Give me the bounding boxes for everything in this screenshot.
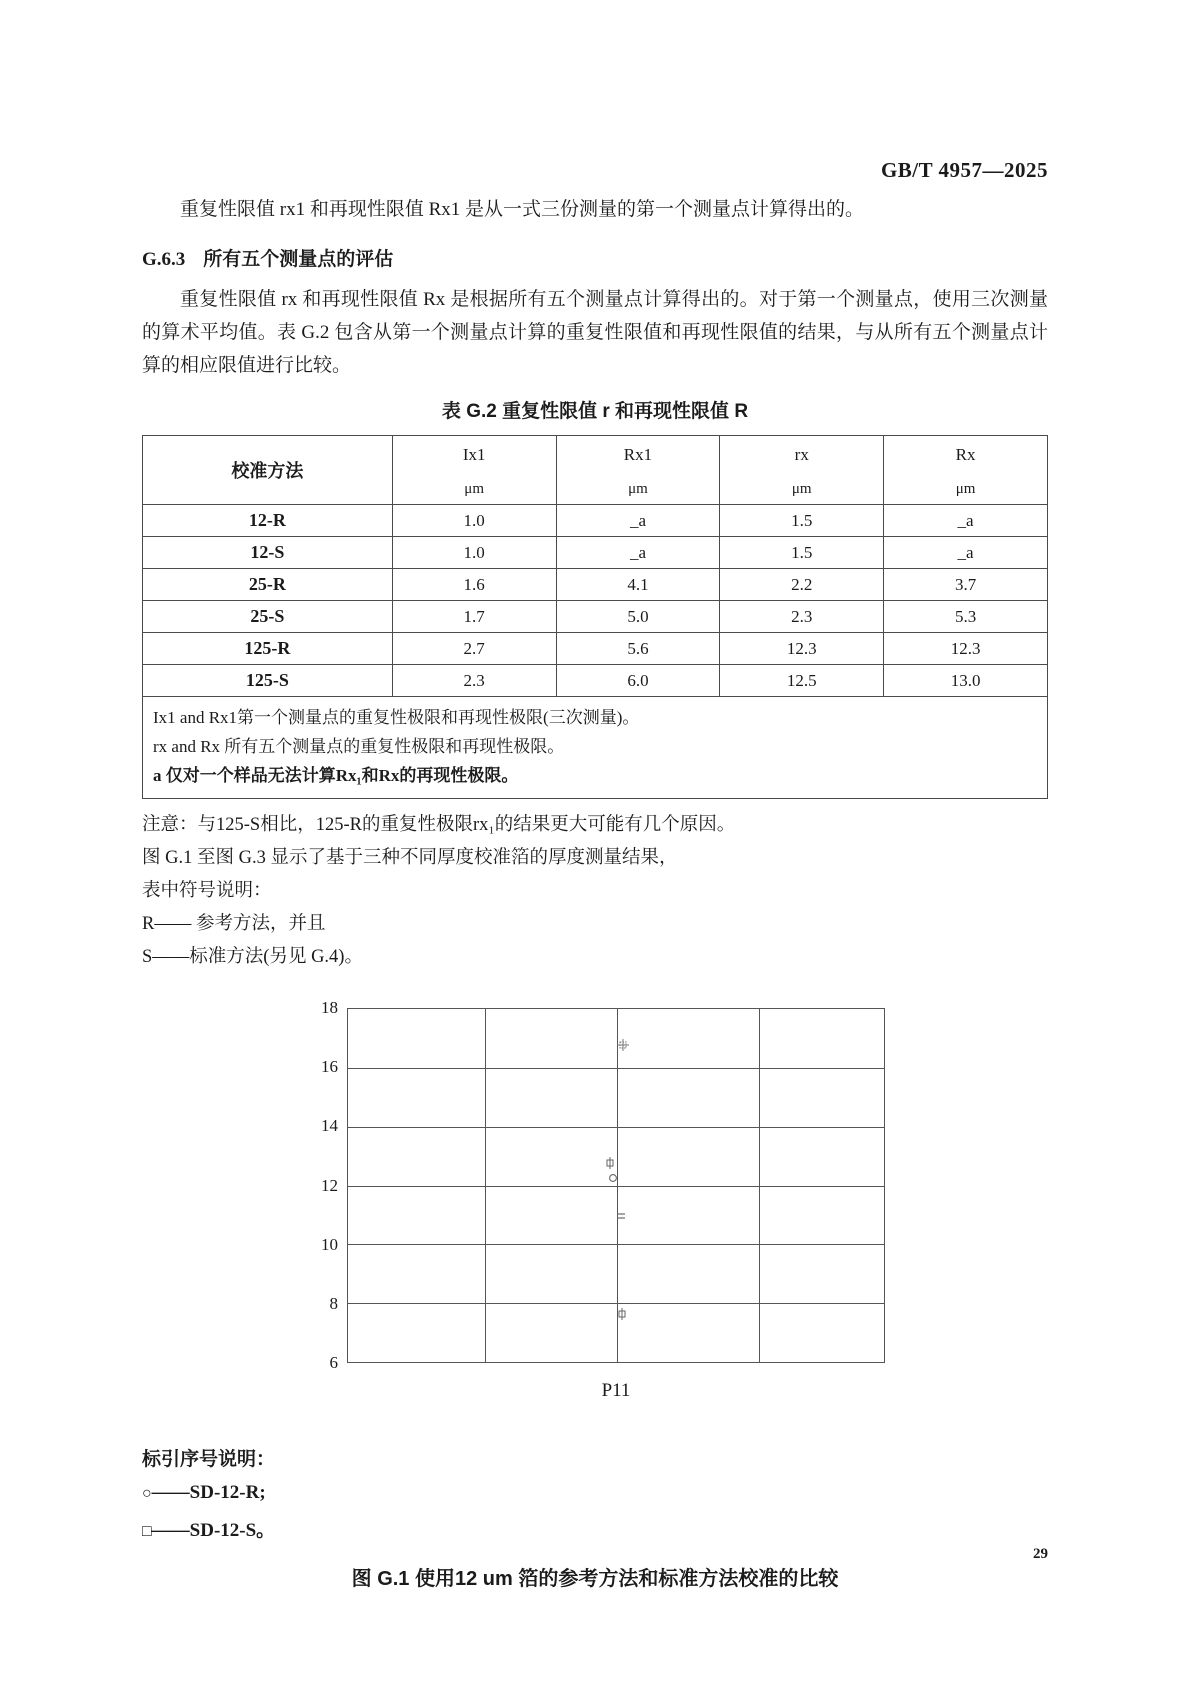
note-figures: 图 G.1 至图 G.3 显示了基于三种不同厚度校准箔的厚度测量结果， [142,848,678,868]
section-number: G.6.3 [142,249,186,270]
y-tick-10: 10 [321,1235,338,1254]
table-row [143,665,1048,697]
legend-label: SD-12-R; [189,1482,266,1503]
cell-value: _a [556,537,720,569]
row-method: 25-S [143,601,393,633]
y-tick-18: 18 [321,998,338,1017]
row-method: 12-S [143,537,393,569]
cell-value: 1.7 [392,601,556,633]
data-point-boxline [604,1156,616,1170]
cell-value: 1.6 [392,569,556,601]
legend-dash: —— [151,1482,190,1503]
square-marker-icon: □ [142,1523,152,1540]
unit-ix1: μm [392,474,556,505]
col-header-ix1: Ix1 [392,436,556,475]
data-point-equals [615,1209,627,1223]
gridline-v [759,1009,760,1362]
x-axis-label: P11 [601,1380,631,1401]
cell-value: 3.7 [884,569,1048,601]
footnote-2: rx and Rx 所有五个测量点的重复性极限和再现性极限。 [153,737,565,756]
cell-value: 1.5 [720,505,884,537]
legend-item-sd12s [142,1515,1048,1542]
data-point-circle [607,1171,619,1185]
footnote-1: Ix1 and Rx1第一个测量点的重复性极限和再现性极限(三次测量)。 [153,708,640,727]
cell-value: 12.3 [720,633,884,665]
section-heading [142,244,1048,271]
col-header-rx1: Rx1 [556,436,720,475]
cell-value: 2.3 [720,601,884,633]
y-tick-8: 8 [329,1294,338,1313]
gridline-h [348,1303,884,1304]
row-method: 125-S [143,665,393,697]
note-symbol-s: S——标准方法(另见 G.4)。 [142,947,363,967]
plot-area [347,1008,885,1363]
table-row [143,505,1048,537]
gridline-h [348,1068,884,1069]
table-footnote-row [143,697,1048,799]
gridline-v [485,1009,486,1362]
cell-value: 2.2 [720,569,884,601]
legend-label: SD-12-S。 [189,1520,276,1541]
cell-value: _a [556,505,720,537]
note-symbol-r: R—— 参考方法，并且 [142,914,326,934]
legend-dash: —— [151,1520,190,1541]
unit-rx: μm [720,474,884,505]
cell-value: 1.5 [720,537,884,569]
section-title: 所有五个测量点的评估 [203,249,394,270]
table-row [143,633,1048,665]
cell-value: 2.7 [392,633,556,665]
legend-heading: 标引序号说明： [142,1449,276,1470]
row-method: 25-R [143,569,393,601]
note-caution: 注意：与125-S相比，125-R的重复性极限rx₁的结果更大可能有几个原因。 [142,815,736,835]
figure-g1-chart [142,998,1048,1418]
gridline-h [348,1186,884,1187]
unit-rx1: μm [556,474,720,505]
cell-value: _a [884,505,1048,537]
table-row [143,601,1048,633]
paragraph-1: 重复性限值 rx1 和再现性限值 Rx1 是从一式三份测量的第一个测量点计算得出的。 [180,199,865,220]
y-tick-6: 6 [329,1353,338,1372]
col-header-rx-cap: Rx [884,436,1048,475]
figure-caption: 图 G.1 使用12 um 箔的参考方法和标准方法校准的比较 [351,1568,839,1590]
cell-value: 1.0 [392,505,556,537]
data-point-boxline [616,1307,628,1321]
table-g2 [142,435,1048,799]
cell-value: _a [884,537,1048,569]
table-header-row [143,436,1048,475]
footnote-a: a 仅对一个样品无法计算Rx₁和Rx的再现性极限。 [153,766,519,785]
row-method: 12-R [143,505,393,537]
unit-rx-cap: μm [884,474,1048,505]
cell-value: 1.0 [392,537,556,569]
col-header-method: 校准方法 [143,436,393,505]
doc-code-header: GB/T 4957—2025 [880,158,1048,182]
col-header-rx: rx [720,436,884,475]
page-number: 29 [1033,1546,1048,1562]
note-symbols-heading: 表中符号说明： [142,881,272,901]
cell-value: 6.0 [556,665,720,697]
y-tick-12: 12 [321,1176,338,1195]
gridline-h [348,1244,884,1245]
table-title: 表 G.2 重复性限值 r 和再现性限值 R [441,401,749,422]
y-tick-16: 16 [321,1057,338,1076]
legend-item-sd12r [142,1482,1048,1504]
gridline-h [348,1127,884,1128]
paragraph-2: 重复性限值 rx 和再现性限值 Rx 是根据所有五个测量点计算得出的。对于第一个测量点，使用三次测量的算术平均值。表 G.2 包含从第一个测量点计算的重复性限值和再现性限值的结果，与从所有五个测量点计算的相应限值进行比较。 [142,289,1048,376]
circle-marker-icon: ○ [142,1485,152,1502]
cell-value: 5.3 [884,601,1048,633]
table-row [143,537,1048,569]
table-row [143,569,1048,601]
cell-value: 12.5 [720,665,884,697]
row-method: 125-R [143,633,393,665]
cell-value: 5.0 [556,601,720,633]
cell-value: 2.3 [392,665,556,697]
cell-value: 12.3 [884,633,1048,665]
cell-value: 4.1 [556,569,720,601]
y-tick-14: 14 [321,1116,338,1135]
data-point-boxcross [617,1038,629,1052]
cell-value: 5.6 [556,633,720,665]
cell-value: 13.0 [884,665,1048,697]
